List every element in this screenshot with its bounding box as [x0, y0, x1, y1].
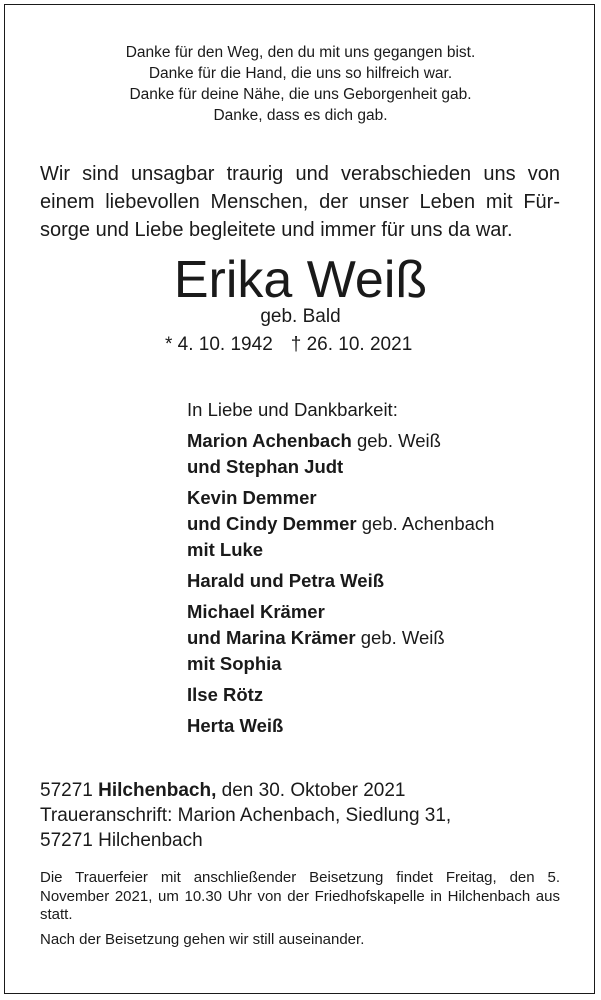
life-dates [165, 333, 465, 357]
mourner-name: Marion Achenbach [187, 430, 352, 451]
poem [0, 42, 601, 126]
deceased-name: Erika Weiß [173, 251, 428, 309]
mourning-address: Traueranschrift: Marion Achenbach, Siedlung 31, [40, 805, 452, 826]
mourner-name: mit Sophia [187, 653, 282, 674]
mourner-name: Ilse Rötz [187, 684, 264, 705]
mourner-name: Michael Krämer [187, 601, 325, 622]
mourner-note: geb. Weiß [355, 627, 445, 648]
mourner-group [187, 682, 587, 708]
mourner-group [187, 713, 587, 739]
poem-line: Danke für den Weg, den du mit uns gegangen bist. [125, 44, 476, 61]
intro-line: einem liebevollen Menschen, der unser Leben mit Für- [40, 191, 560, 213]
intro-line: Wir sind unsagbar traurig und verabschieden uns von [40, 163, 560, 185]
after-burial-note: Nach der Beisetzung gehen wir still auseinander. [40, 930, 365, 948]
funeral-info: Die Trauerfeier mit anschließender Beisetzung findet Freitag, den 5. November 2021, um 10.30 Uhr von der Friedhofskapelle in Hilchenbach aus statt. [40, 869, 560, 923]
mourner-note: geb. Achenbach [356, 513, 495, 534]
mourner-name: Herta Weiß [187, 715, 284, 736]
poem-line: Danke, dass es dich gab. [213, 107, 388, 124]
mourner-name: Kevin Demmer [187, 487, 317, 508]
mourner-group [187, 485, 587, 563]
mourners-list [187, 397, 587, 739]
birth-name: geb. Bald [260, 306, 341, 327]
mourner-name: und Stephan Judt [187, 456, 344, 477]
mourner-name: und Cindy Demmer [187, 513, 357, 534]
place-and-address [40, 778, 560, 853]
funeral-notice [40, 869, 560, 955]
mourner-note: geb. Weiß [351, 430, 441, 451]
mourner-group [187, 599, 587, 677]
intro-text [40, 160, 560, 244]
mourner-name: und Marina Krämer [187, 627, 356, 648]
intro-line: sorge und Liebe begleitete und immer für uns da war. [40, 219, 513, 241]
mourner-name: mit Luke [187, 539, 264, 560]
mourner-name: Harald und Petra Weiß [187, 570, 385, 591]
mourning-address-city: 57271 Hilchenbach [40, 830, 203, 851]
city: Hilchenbach, [98, 780, 217, 801]
poem-line: Danke für die Hand, die uns so hilfreich war. [148, 65, 453, 82]
place-date [40, 778, 560, 803]
death-date: † 26. 10. 2021 [290, 334, 413, 355]
birth-date: * 4. 10. 1942 [165, 334, 273, 355]
mourner-group [187, 568, 587, 594]
mourner-group [187, 428, 587, 480]
mourners-heading: In Liebe und Dankbarkeit: [187, 399, 398, 420]
zip-code: 57271 [40, 780, 99, 801]
poem-line: Danke für deine Nähe, die uns Geborgenheit gab. [129, 86, 472, 103]
date: den 30. Oktober 2021 [216, 780, 406, 801]
